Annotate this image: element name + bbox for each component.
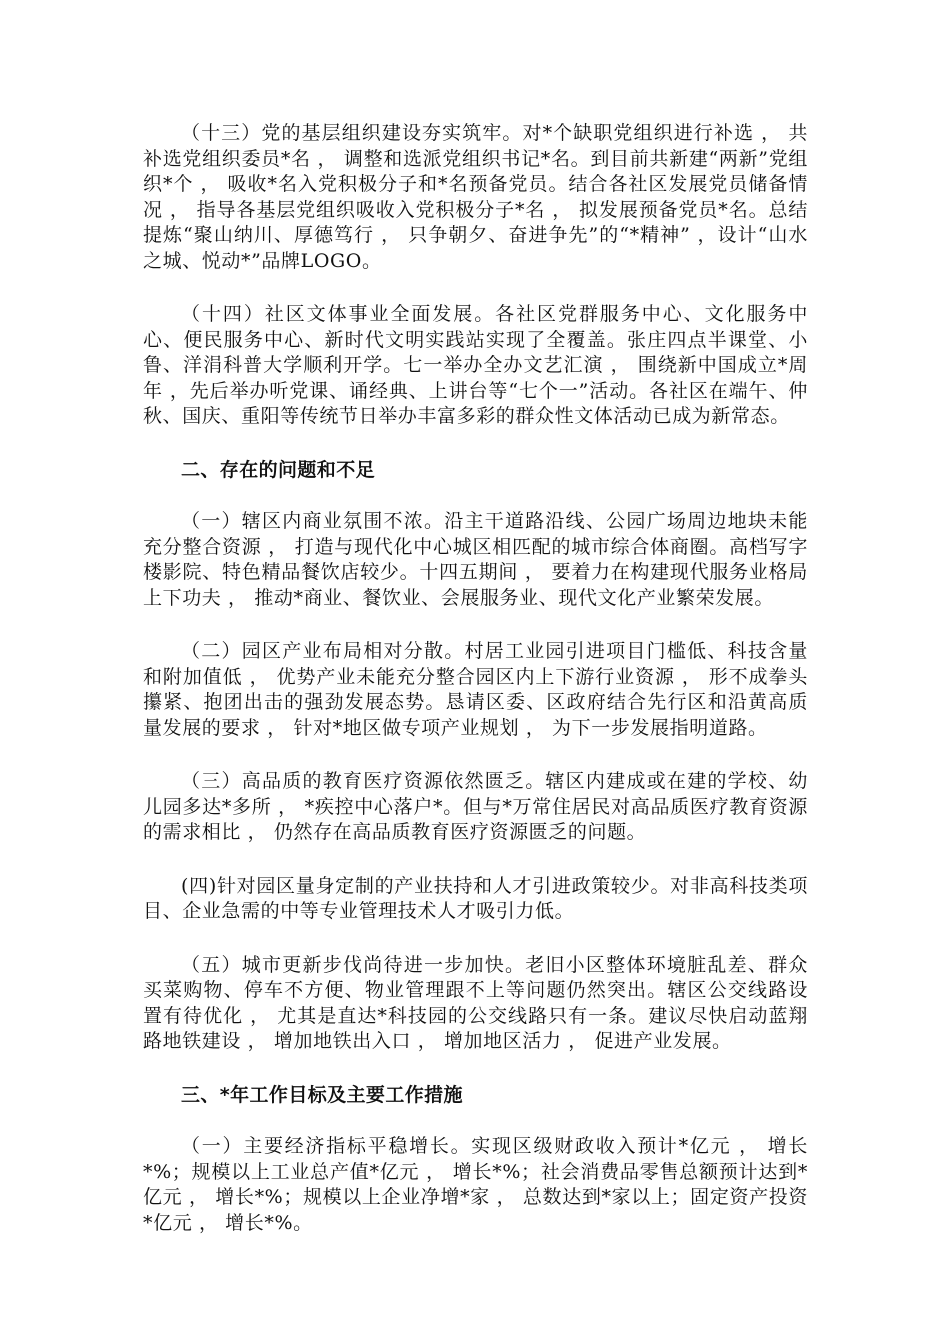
section-heading-goals: 三、*年工作目标及主要工作措施 (181, 1083, 463, 1106)
section-heading-problems: 二、存在的问题和不足 (181, 458, 376, 481)
paragraph-community-culture: （十四）社区文体事业全面发展。各社区党群服务中心、文化服务中心、便民服务中心、新时代文明实践站实现了全覆盖。张庄四点半课堂、小鲁、洋涓科普大学顺利开学。七一举办全办文艺汇演 ， 围绕新中国成立*周年 ，先后举办听党课、诵经典、上讲台等“七个一”活动。各社区在端午、仲秋、国庆、重阳等传统节日举办丰富多彩的群众性文体活动已成为新常态。 (143, 303, 808, 427)
paragraph-commerce: （一）辖区内商业氛围不浓。沿主干道路沿线、公园广场周边地块未能充分整合资源 ， 打造与现代化中心城区相匹配的城市综合体商圈。高档写字楼影院、特色精品餐饮店较少。十四五期间 ， 要着力在构建现代服务业格局上下功夫 ， 推动*商业、餐饮业、会展服务业、现代文化产业繁荣发展。 (143, 510, 808, 609)
paragraph-urban-renewal: （五）城市更新步伐尚待进一步加快。老旧小区整体环境脏乱差、群众买菜购物、停车不方便、物业管理跟不上等问题仍然突出。辖区公交线路设置有待优化 ， 尤其是直达*科技园的公交线路只有一条。建议尽快启动蓝翔路地铁建设 ， 增加地铁出入口 ， 增加地区活力 ， 促进产业发展。 (143, 953, 808, 1052)
paragraph-talent-policy: (四)针对园区量身定制的产业扶持和人才引进政策较少。对非高科技类项目、企业急需的中等专业管理技术人才吸引力低。 (143, 874, 808, 922)
paragraph-industrial-park: （二）园区产业布局相对分散。村居工业园引进项目门槛低、科技含量和附加值低 ， 优势产业未能充分整合园区内上下游行业资源 ， 形不成拳头攥紧、抱团出击的强劲发展态势。恳请区委、区政府结合先行区和沿黄高质量发展的要求 ， 针对*地区做专项产业规划 ， 为下一步发展指明道路。 (143, 640, 808, 739)
paragraph-education-medical: （三）高品质的教育医疗资源依然匮乏。辖区内建成或在建的学校、幼儿园多达*多所 ， *疾控中心落户*。但与*万常住居民对高品质医疗教育资源的需求相比 ， 仍然存在高品质教育医疗资源匮乏的问题。 (143, 770, 808, 843)
document-body (143, 121, 808, 1264)
paragraph-economic-indicators: （一）主要经济指标平稳增长。实现区级财政收入预计*亿元 ， 增长*%；规模以上工业总产值*亿元 ， 增长*%；社会消费品零售总额预计达到*亿元 ， 增长*%；规模以上企业净增*家 ， 总数达到*家以上；固定资产投资*亿元 ， 增长*%。 (143, 1135, 808, 1234)
paragraph-party-organization: （十三）党的基层组织建设夯实筑牢。对*个缺职党组织进行补选 ， 共补选党组织委员*名 ， 调整和选派党组织书记*名。到目前共新建“两新”党组织*个 ， 吸收*名入党积极分子和*名预备党员。结合各社区发展党员储备情况 ， 指导各基层党组织吸收入党积极分子*名 ， 拟发展预备党员*名。总结提炼“聚山纳川、厚德笃行 ， 只争朝夕、奋进争先”的“*精神” ，设计“山水之城、悦动*”品牌LOGO。 (143, 122, 808, 272)
